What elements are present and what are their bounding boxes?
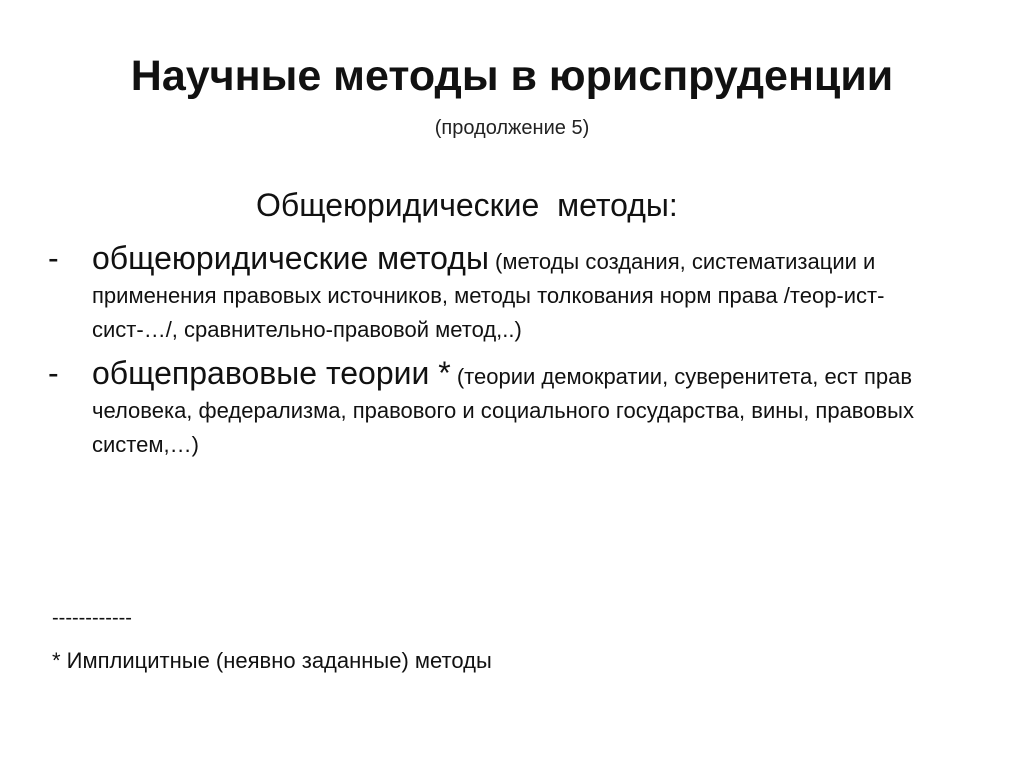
footnote-divider: ------------ [52,607,132,629]
bullet-list [48,238,948,468]
bullet-text [92,240,885,342]
slide-title: Научные методы в юриспруденции [130,52,894,100]
bullet-dash: - [48,355,59,391]
bullet-dash: - [48,240,59,276]
footnote-text: * Имплицитные (неявно заданные) методы [52,648,492,673]
bullet-text [92,355,914,457]
bullet-detail-text: (методы создания, систематизации и применения правовых источников, методы толкования норм права /теор-ист-сист-…/, сравнительно-правовой метод,..) [92,249,885,342]
section-heading: Общеюридические методы: [256,187,678,223]
bullet-detail-text: (теории демократии, суверенитета, ест прав человека, федерализма, правового и социального государства, вины, правовых систем,…) [92,364,914,457]
slide-subtitle: (продолжение 5) [434,117,590,139]
bullet-main-text: общеюридические методы [92,240,489,276]
bullet-item-general-legal-theories [48,353,948,462]
bullet-main-text: общеправовые теории * [92,355,451,391]
bullet-item-general-legal-methods [48,238,948,347]
